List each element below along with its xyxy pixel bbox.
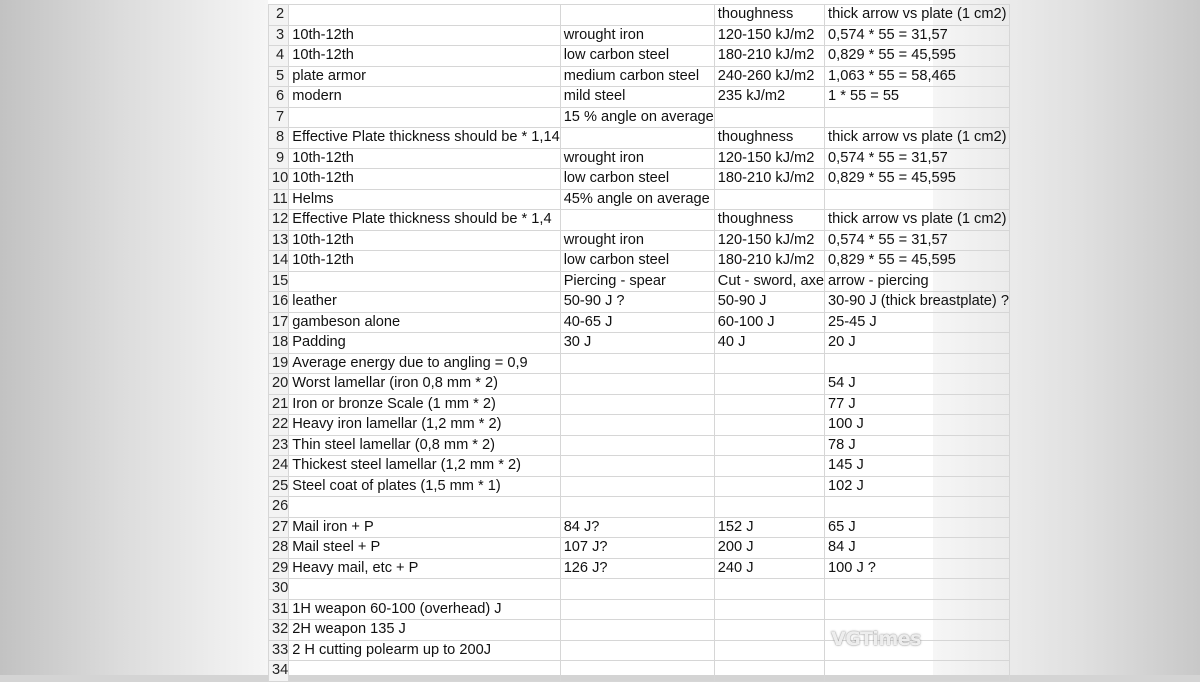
cell-c[interactable]: 200 J: [714, 538, 824, 559]
cell-c[interactable]: [714, 640, 824, 661]
cell-c[interactable]: [714, 456, 824, 477]
cell-a[interactable]: 1H weapon 60-100 (overhead) J: [289, 599, 560, 620]
cell-a[interactable]: Mail iron + P: [289, 517, 560, 538]
cell-b[interactable]: wrought iron: [560, 230, 714, 251]
table-row: [269, 579, 1010, 600]
cell-b[interactable]: 40-65 J: [560, 312, 714, 333]
spreadsheet-grid: [268, 4, 1010, 682]
table-row: [269, 558, 1010, 579]
cell-c[interactable]: [714, 107, 824, 128]
cell-b[interactable]: [560, 353, 714, 374]
row-header[interactable]: 13: [269, 230, 289, 251]
row-header[interactable]: 16: [269, 292, 289, 313]
cell-b[interactable]: 84 J?: [560, 517, 714, 538]
cell-d[interactable]: thick arrow vs plate (1 cm2): [825, 5, 1010, 26]
cell-c[interactable]: 240-260 kJ/m2: [714, 66, 824, 87]
row-header[interactable]: 14: [269, 251, 289, 272]
row-header[interactable]: 32: [269, 620, 289, 641]
cell-c[interactable]: 50-90 J: [714, 292, 824, 313]
cell-a[interactable]: Average energy due to angling = 0,9: [289, 353, 560, 374]
cell-c[interactable]: 152 J: [714, 517, 824, 538]
cell-d[interactable]: 0,829 * 55 = 45,595: [825, 169, 1010, 190]
cell-c[interactable]: [714, 353, 824, 374]
cell-b[interactable]: 50-90 J ?: [560, 292, 714, 313]
cell-a[interactable]: 10th-12th: [289, 169, 560, 190]
cell-d[interactable]: thick arrow vs plate (1 cm2): [825, 210, 1010, 231]
cell-c[interactable]: 120-150 kJ/m2: [714, 230, 824, 251]
row-header[interactable]: 21: [269, 394, 289, 415]
cell-a[interactable]: 10th-12th: [289, 230, 560, 251]
cell-d[interactable]: 84 J: [825, 538, 1010, 559]
table-row: [269, 394, 1010, 415]
table-row: [269, 333, 1010, 354]
cell-d[interactable]: 145 J: [825, 456, 1010, 477]
cell-c[interactable]: [714, 435, 824, 456]
cell-c[interactable]: [714, 189, 824, 210]
table-row: [269, 271, 1010, 292]
cell-c[interactable]: [714, 497, 824, 518]
cell-a[interactable]: Padding: [289, 333, 560, 354]
cell-d[interactable]: 20 J: [825, 333, 1010, 354]
row-header[interactable]: 2: [269, 5, 289, 26]
row-header[interactable]: 31: [269, 599, 289, 620]
row-header[interactable]: 8: [269, 128, 289, 149]
table-row: [269, 374, 1010, 395]
cell-b[interactable]: [560, 497, 714, 518]
row-header[interactable]: 6: [269, 87, 289, 108]
cell-b[interactable]: 30 J: [560, 333, 714, 354]
cell-b[interactable]: medium carbon steel: [560, 66, 714, 87]
cell-c[interactable]: 180-210 kJ/m2: [714, 46, 824, 67]
table-row: [269, 435, 1010, 456]
cell-a[interactable]: [289, 271, 560, 292]
cell-d[interactable]: 1 * 55 = 55: [825, 87, 1010, 108]
cell-c[interactable]: [714, 394, 824, 415]
cell-c[interactable]: [714, 374, 824, 395]
row-header[interactable]: 26: [269, 497, 289, 518]
cell-d[interactable]: 0,574 * 55 = 31,57: [825, 25, 1010, 46]
cell-b[interactable]: low carbon steel: [560, 251, 714, 272]
row-header[interactable]: 12: [269, 210, 289, 231]
cell-a[interactable]: modern: [289, 87, 560, 108]
cell-a[interactable]: Steel coat of plates (1,5 mm * 1): [289, 476, 560, 497]
cell-a[interactable]: 10th-12th: [289, 46, 560, 67]
cell-a[interactable]: Effective Plate thickness should be * 1,4: [289, 210, 560, 231]
cell-a[interactable]: [289, 579, 560, 600]
row-header[interactable]: 9: [269, 148, 289, 169]
cell-a[interactable]: Thickest steel lamellar (1,2 mm * 2): [289, 456, 560, 477]
cell-d[interactable]: [825, 107, 1010, 128]
cell-b[interactable]: wrought iron: [560, 148, 714, 169]
cell-c[interactable]: [714, 661, 824, 682]
table-row: [269, 148, 1010, 169]
cell-b[interactable]: [560, 640, 714, 661]
cell-b[interactable]: [560, 661, 714, 682]
cell-a[interactable]: Mail steel + P: [289, 538, 560, 559]
row-header[interactable]: 15: [269, 271, 289, 292]
cell-b[interactable]: [560, 599, 714, 620]
table-row: [269, 46, 1010, 67]
cell-a[interactable]: [289, 497, 560, 518]
table-row: [269, 599, 1010, 620]
row-header[interactable]: 17: [269, 312, 289, 333]
cell-c[interactable]: [714, 599, 824, 620]
cell-b[interactable]: 107 J?: [560, 538, 714, 559]
table-row: [269, 87, 1010, 108]
cell-a[interactable]: 2H weapon 135 J: [289, 620, 560, 641]
row-header[interactable]: 19: [269, 353, 289, 374]
row-header[interactable]: 4: [269, 46, 289, 67]
row-header[interactable]: 27: [269, 517, 289, 538]
table-row: [269, 353, 1010, 374]
cell-d[interactable]: [825, 189, 1010, 210]
cell-d[interactable]: 0,574 * 55 = 31,57: [825, 148, 1010, 169]
table-row: [269, 538, 1010, 559]
cell-a[interactable]: 2 H cutting polearm up to 200J: [289, 640, 560, 661]
table-row: [269, 661, 1010, 682]
cell-a[interactable]: [289, 107, 560, 128]
row-header[interactable]: 33: [269, 640, 289, 661]
table-row: [269, 292, 1010, 313]
table-row: [269, 456, 1010, 477]
cell-d[interactable]: 54 J: [825, 374, 1010, 395]
cell-a[interactable]: 10th-12th: [289, 251, 560, 272]
cell-b[interactable]: [560, 415, 714, 436]
cell-d[interactable]: arrow - piercing: [825, 271, 1010, 292]
cell-d[interactable]: 77 J: [825, 394, 1010, 415]
cell-a[interactable]: Heavy mail, etc + P: [289, 558, 560, 579]
cell-c[interactable]: Cut - sword, axe: [714, 271, 824, 292]
cell-b[interactable]: [560, 5, 714, 26]
table-row: [269, 128, 1010, 149]
cell-d[interactable]: [825, 353, 1010, 374]
cell-b[interactable]: low carbon steel: [560, 169, 714, 190]
cell-c[interactable]: 120-150 kJ/m2: [714, 25, 824, 46]
cell-d[interactable]: 25-45 J: [825, 312, 1010, 333]
cell-b[interactable]: low carbon steel: [560, 46, 714, 67]
row-header[interactable]: 20: [269, 374, 289, 395]
cell-a[interactable]: plate armor: [289, 66, 560, 87]
cell-c[interactable]: thoughness: [714, 128, 824, 149]
cell-d[interactable]: [825, 661, 1010, 682]
cell-d[interactable]: [825, 599, 1010, 620]
cell-d[interactable]: [825, 579, 1010, 600]
cell-b[interactable]: [560, 456, 714, 477]
cell-d[interactable]: 100 J: [825, 415, 1010, 436]
cell-d[interactable]: 78 J: [825, 435, 1010, 456]
cell-a[interactable]: 10th-12th: [289, 25, 560, 46]
cell-b[interactable]: 15 % angle on average: [560, 107, 714, 128]
cell-a[interactable]: Effective Plate thickness should be * 1,14: [289, 128, 560, 149]
cell-b[interactable]: [560, 394, 714, 415]
table-row: [269, 415, 1010, 436]
watermark: VGTimes: [831, 628, 921, 650]
table-row: [269, 169, 1010, 190]
table-row: [269, 5, 1010, 26]
cell-c[interactable]: thoughness: [714, 210, 824, 231]
cell-a[interactable]: Thin steel lamellar (0,8 mm * 2): [289, 435, 560, 456]
cell-c[interactable]: 235 kJ/m2: [714, 87, 824, 108]
cell-d[interactable]: [825, 497, 1010, 518]
cell-c[interactable]: 240 J: [714, 558, 824, 579]
cell-d[interactable]: 1,063 * 55 = 58,465: [825, 66, 1010, 87]
table-row: [269, 230, 1010, 251]
cell-c[interactable]: [714, 579, 824, 600]
cell-b[interactable]: 45% angle on average: [560, 189, 714, 210]
cell-c[interactable]: thoughness: [714, 5, 824, 26]
table-row: [269, 476, 1010, 497]
cell-c[interactable]: [714, 415, 824, 436]
cell-a[interactable]: Helms: [289, 189, 560, 210]
cell-b[interactable]: Piercing - spear: [560, 271, 714, 292]
cell-d[interactable]: 0,829 * 55 = 45,595: [825, 251, 1010, 272]
cell-d[interactable]: 30-90 J (thick breastplate) ?: [825, 292, 1010, 313]
cell-d[interactable]: thick arrow vs plate (1 cm2): [825, 128, 1010, 149]
cell-a[interactable]: leather: [289, 292, 560, 313]
cell-a[interactable]: [289, 661, 560, 682]
cell-c[interactable]: 180-210 kJ/m2: [714, 169, 824, 190]
cell-a[interactable]: Worst lamellar (iron 0,8 mm * 2): [289, 374, 560, 395]
table-row: [269, 107, 1010, 128]
row-header[interactable]: 22: [269, 415, 289, 436]
row-header[interactable]: 23: [269, 435, 289, 456]
cell-a[interactable]: gambeson alone: [289, 312, 560, 333]
cell-b[interactable]: 126 J?: [560, 558, 714, 579]
row-header[interactable]: 7: [269, 107, 289, 128]
table-row: [269, 189, 1010, 210]
row-header[interactable]: 11: [269, 189, 289, 210]
cell-c[interactable]: [714, 620, 824, 641]
cell-b[interactable]: [560, 476, 714, 497]
cell-d[interactable]: 0,829 * 55 = 45,595: [825, 46, 1010, 67]
table-row: [269, 25, 1010, 46]
cell-b[interactable]: wrought iron: [560, 25, 714, 46]
cell-c[interactable]: 40 J: [714, 333, 824, 354]
cell-b[interactable]: [560, 579, 714, 600]
cell-c[interactable]: 120-150 kJ/m2: [714, 148, 824, 169]
cell-b[interactable]: [560, 435, 714, 456]
table-row: [269, 312, 1010, 333]
cell-c[interactable]: 60-100 J: [714, 312, 824, 333]
table-row: [269, 66, 1010, 87]
cell-d[interactable]: 0,574 * 55 = 31,57: [825, 230, 1010, 251]
cell-c[interactable]: [714, 476, 824, 497]
cell-b[interactable]: [560, 374, 714, 395]
cell-b[interactable]: [560, 128, 714, 149]
cell-b[interactable]: mild steel: [560, 87, 714, 108]
row-header[interactable]: 30: [269, 579, 289, 600]
table-row: [269, 210, 1010, 231]
cell-a[interactable]: Heavy iron lamellar (1,2 mm * 2): [289, 415, 560, 436]
cell-c[interactable]: 180-210 kJ/m2: [714, 251, 824, 272]
cell-b[interactable]: [560, 210, 714, 231]
row-header[interactable]: 5: [269, 66, 289, 87]
table-row: [269, 517, 1010, 538]
cell-a[interactable]: 10th-12th: [289, 148, 560, 169]
row-header[interactable]: 10: [269, 169, 289, 190]
cell-d[interactable]: 100 J ?: [825, 558, 1010, 579]
table-row: [269, 497, 1010, 518]
cell-d[interactable]: 102 J: [825, 476, 1010, 497]
row-header[interactable]: 18: [269, 333, 289, 354]
row-header[interactable]: 24: [269, 456, 289, 477]
table-row: [269, 251, 1010, 272]
cell-b[interactable]: [560, 620, 714, 641]
background-left: [0, 0, 268, 675]
cell-a[interactable]: [289, 5, 560, 26]
row-header[interactable]: 3: [269, 25, 289, 46]
row-header[interactable]: 34: [269, 661, 289, 682]
cell-a[interactable]: Iron or bronze Scale (1 mm * 2): [289, 394, 560, 415]
cell-d[interactable]: 65 J: [825, 517, 1010, 538]
row-header[interactable]: 29: [269, 558, 289, 579]
row-header[interactable]: 28: [269, 538, 289, 559]
row-header[interactable]: 25: [269, 476, 289, 497]
spreadsheet: [268, 0, 1009, 679]
